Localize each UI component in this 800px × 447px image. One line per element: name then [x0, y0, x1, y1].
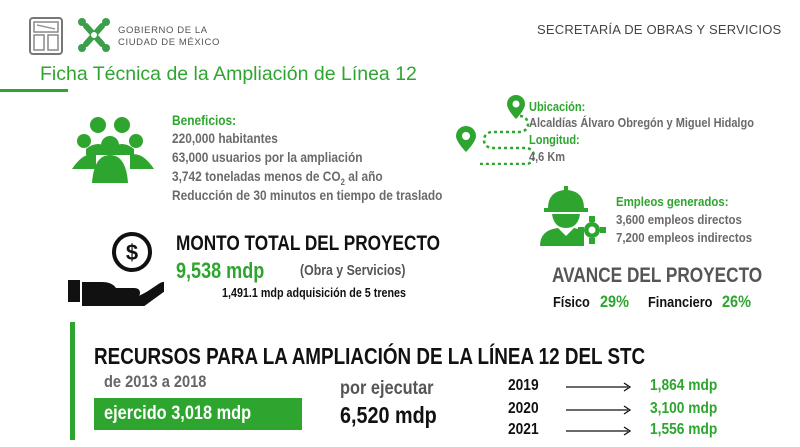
amount-2019: 1,864 mdp	[650, 377, 718, 394]
beneficio-usuarios: 63,000 usuarios por la ampliación	[172, 149, 363, 165]
ubicacion-heading: Ubicación:	[529, 100, 586, 114]
co2-subscript: 2	[340, 176, 345, 187]
arrow-right-icon	[566, 426, 632, 436]
beneficio-habitantes: 220,000 habitantes	[172, 130, 278, 146]
empleos-heading: Empleos generados:	[616, 194, 729, 209]
avance-heading: AVANCE DEL PROYECTO	[552, 264, 763, 287]
cdmx-logo-icon	[74, 14, 114, 56]
monto-note: (Obra y Servicios)	[300, 263, 406, 279]
amount-2020: 3,100 mdp	[650, 400, 718, 417]
arrow-right-icon	[566, 382, 632, 392]
people-icon	[72, 115, 154, 183]
location-pin-icon	[455, 126, 477, 152]
beneficio-co2	[172, 168, 383, 187]
amount-2021: 1,556 mdp	[650, 421, 718, 438]
gov-line-1: GOBIERNO DE LA	[118, 25, 208, 36]
co2-suffix: al año	[344, 168, 383, 184]
fisico-label: Físico	[553, 294, 590, 311]
beneficio-traslado: Reducción de 30 minutos en tiempo de traslado	[172, 187, 443, 203]
recursos-heading: RECURSOS PARA LA AMPLIACIÓN DE LA LÍNEA 12 DEL STC	[94, 343, 646, 369]
gov-line-2: CIUDAD DE MÉXICO	[118, 37, 220, 48]
empleos-indirectos: 7,200 empleos indirectos	[616, 230, 753, 245]
ubicacion-value: Alcaldías Álvaro Obregón y Miguel Hidalgo	[529, 116, 754, 130]
svg-text:$: $	[125, 240, 139, 265]
financiero-value: 26%	[722, 292, 751, 311]
location-pin-icon	[506, 95, 526, 119]
secretaria-label: SECRETARÍA DE OBRAS Y SERVICIOS	[537, 22, 782, 37]
recursos-accent-bar	[70, 322, 75, 440]
co2-prefix: 3,742 toneladas menos de CO	[172, 168, 341, 184]
monto-trenes: 1,491.1 mdp adquisición de 5 trenes	[222, 286, 407, 300]
fisico-value: 29%	[600, 292, 629, 311]
longitud-value: 4,6 Km	[529, 150, 566, 164]
monto-heading: MONTO TOTAL DEL PROYECTO	[176, 232, 441, 255]
year-2021: 2021	[508, 421, 539, 438]
worker-gear-icon	[540, 186, 606, 246]
title-underline	[0, 89, 68, 92]
page-title: Ficha Técnica de la Ampliación de Línea 12	[40, 63, 417, 85]
recursos-period: de 2013 a 2018	[104, 372, 207, 391]
coat-of-arms-icon	[28, 16, 64, 56]
beneficios-heading: Beneficios:	[172, 112, 237, 128]
por-ejecutar-label: por ejecutar	[340, 378, 434, 399]
empleos-directos: 3,600 empleos directos	[616, 212, 742, 227]
government-wordmark	[118, 25, 220, 49]
longitud-heading: Longitud:	[529, 133, 580, 147]
year-2020: 2020	[508, 400, 539, 417]
money-hand-icon	[68, 230, 164, 306]
ejercido-value: ejercido 3,018 mdp	[104, 403, 252, 424]
arrow-right-icon	[566, 405, 632, 415]
monto-value: 9,538 mdp	[176, 258, 265, 283]
por-ejecutar-value: 6,520 mdp	[340, 402, 437, 428]
financiero-label: Financiero	[648, 294, 713, 311]
year-2019: 2019	[508, 377, 539, 394]
